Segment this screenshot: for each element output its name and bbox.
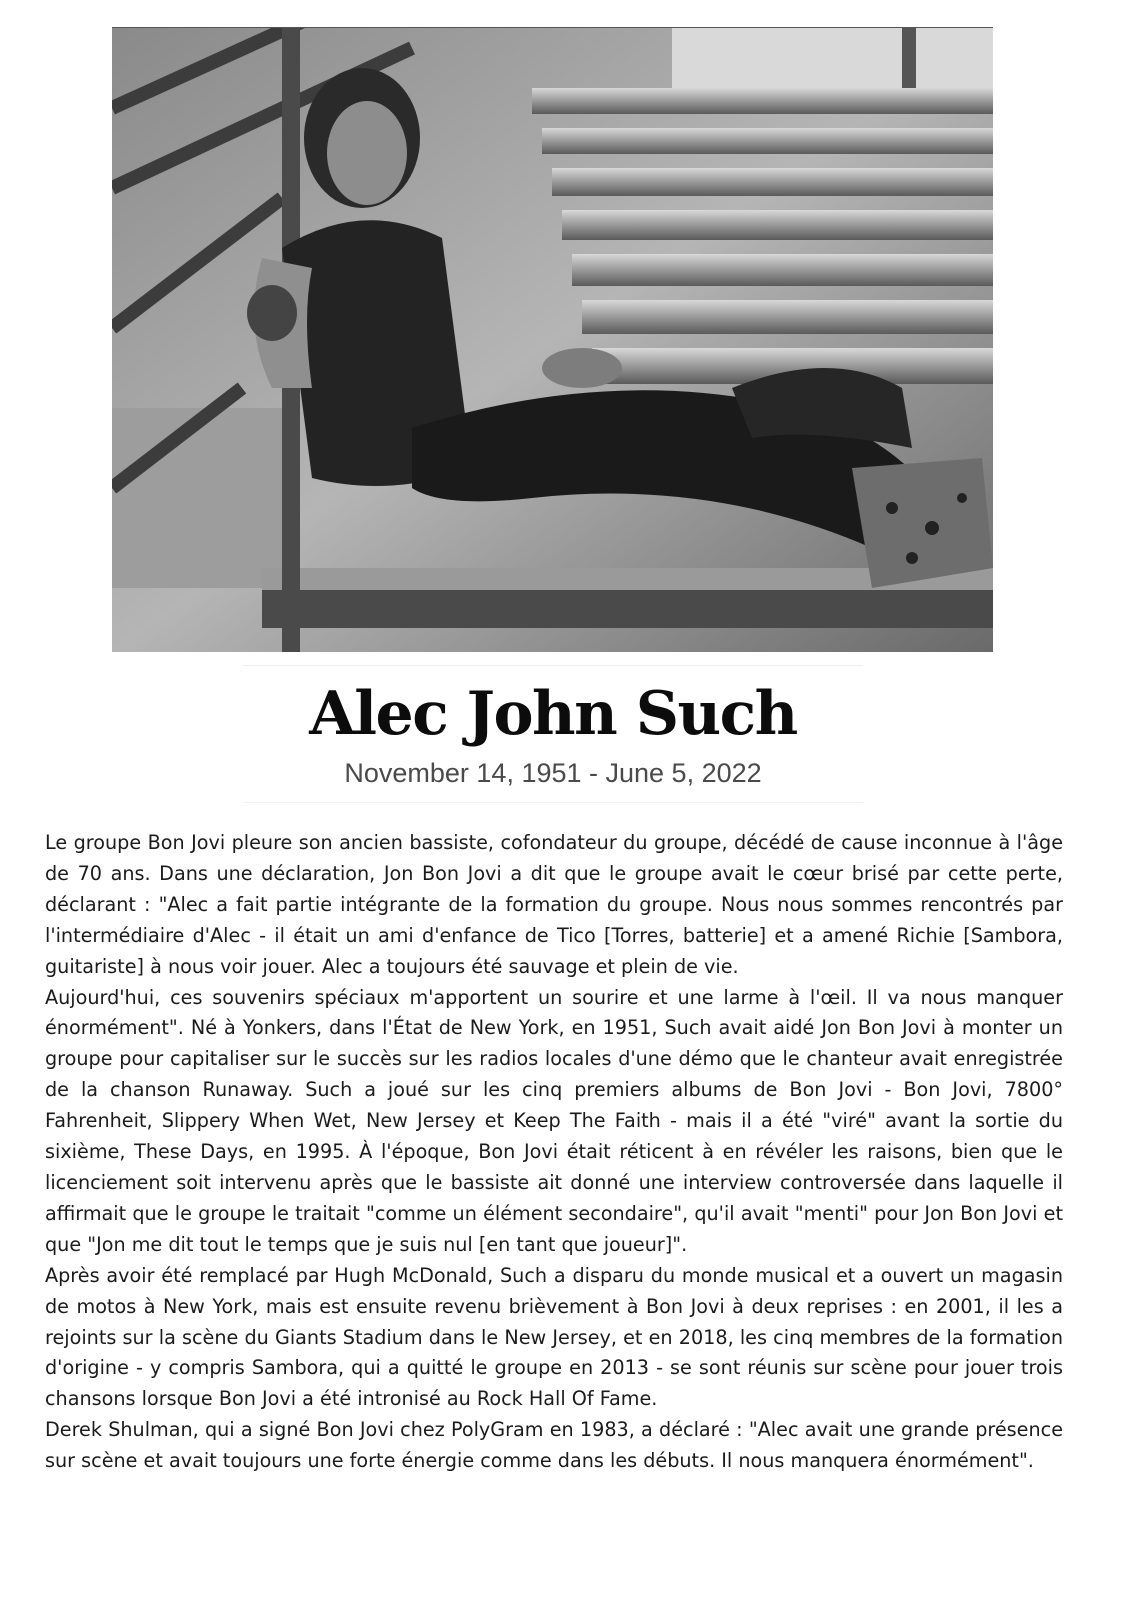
article-paragraph: Aujourd'hui, ces souvenirs spéciaux m'apportent un sourire et une larme à l'œil. Il va nous manquer énormément". Né à Yonkers, dans l'État de New York, en 1951, Such avait aidé Jon Bon Jovi à monter un groupe pour capitaliser sur le succès sur les radios locales d'une démo que le chanteur avait enregistrée de la chanson Runaway. Such a joué sur les cinq premiers albums de Bon Jovi - Bon Jovi, 7800° Fahrenheit, Slippery When Wet, New Jersey et Keep The Faith - mais il a été "viré" avant la sortie du sixième, These Days, en 1995. À l'époque, Bon Jovi était réticent à en révéler les raisons, bien que le licenciement soit intervenu après que le bassiste ait donné une interview controversée dans laquelle il affirmait que le groupe le traitait "comme un élément secondaire", qu'il avait "menti" pour Jon Bon Jovi et que "Jon me dit tout le temps que je suis nul [en tant que joueur]". <box>45 985 1063 1256</box>
article-paragraph: Derek Shulman, qui a signé Bon Jovi chez PolyGram en 1983, a déclaré : "Alec avait une grande présence sur scène et avait toujours une forte énergie comme dans les débuts. Il nous manquera énormément". <box>45 1418 1063 1473</box>
article-paragraph: Le groupe Bon Jovi pleure son ancien bassiste, cofondateur du groupe, décédé de cause inconnue à l'âge de 70 ans. Dans une déclaration, Jon Bon Jovi a dit que le groupe avait le cœur brisé par cette perte, déclarant : "Alec a fait partie intégrante de la formation du groupe. Nous nous sommes rencontrés par l'intermédiaire d'Alec - il était un ami d'enfance de Tico [Torres, batterie] et a amené Richie [Sambora, guitariste] à nous voir jouer. Alec a toujours été sauvage et plein de vie. <box>45 831 1063 978</box>
person-name: Alec John Such <box>309 679 797 749</box>
article-body <box>45 828 1063 1477</box>
life-dates: November 14, 1951 - June 5, 2022 <box>344 758 762 788</box>
obituary-header <box>243 665 863 803</box>
photo-illustration-icon <box>112 28 993 652</box>
portrait-photo <box>112 27 993 652</box>
article-paragraph: Après avoir été remplacé par Hugh McDonald, Such a disparu du monde musical et a ouvert un magasin de motos à New York, mais est ensuite revenu brièvement à Bon Jovi à deux reprises : en 2001, il les a rejoints sur la scène du Giants Stadium dans le New Jersey, et en 2018, les cinq membres de la formation d'origine - y compris Sambora, qui a quitté le groupe en 2013 - se sont réunis sur scène pour jouer trois chansons lorsque Bon Jovi a été intronisé au Rock Hall Of Fame. <box>45 1263 1063 1411</box>
